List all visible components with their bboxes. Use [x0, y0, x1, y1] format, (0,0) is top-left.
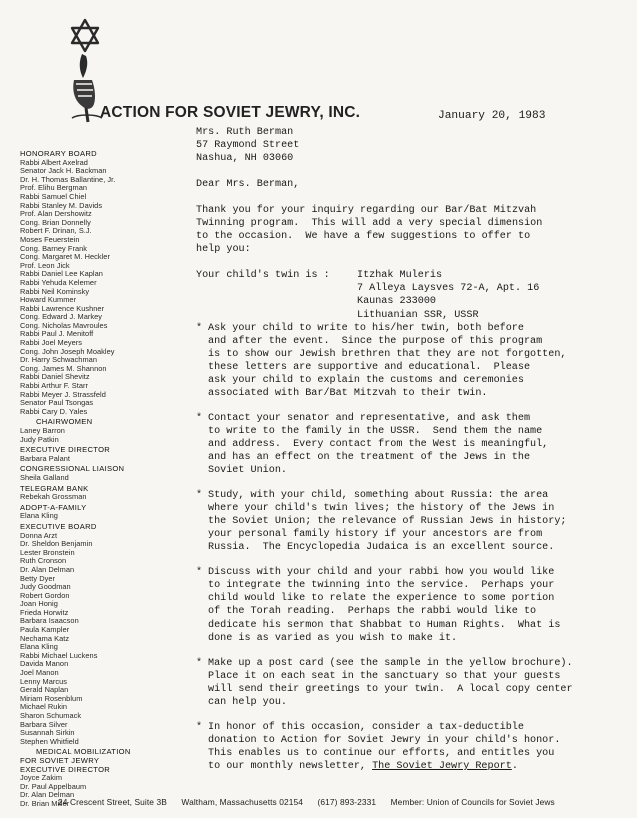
text-line: to the occasion. We have a few suggestions to offer to — [196, 231, 531, 243]
board-member-name: Gerald Naplan — [20, 685, 69, 695]
address-line: Kaunas 233000 — [357, 296, 436, 308]
text-line: associated with Bar/Bat Mitzvah to their twin. — [208, 387, 488, 399]
section-subtitle: FOR SOVIET JEWRY — [20, 755, 100, 765]
suggestion-text — [208, 322, 566, 400]
board-member-name: Prof. Elihu Bergman — [20, 183, 88, 193]
text-line: is to show our Jewish brethren that they are not forgotten, — [208, 348, 567, 360]
intro-paragraph — [196, 204, 611, 256]
board-member-name: Dr. Alan Delman — [20, 564, 75, 574]
board-member-name: Michael Rukin — [20, 702, 68, 712]
board-member-name: Dr. Alan Delman — [20, 790, 75, 800]
text-line: child would like to relate the experience to some portion — [208, 593, 555, 605]
board-member-name: Robert Gordon — [20, 590, 70, 600]
board-member-name: Rebekah Grossman — [20, 492, 87, 502]
footer-phone: (617) 893-2331 — [317, 797, 377, 807]
text-line: these letters are supportive and educational. Please — [208, 361, 531, 373]
section-title: CONGRESSIONAL LIAISON — [20, 464, 125, 474]
text-line: to write to the family in the USSR. Send them the name — [208, 425, 543, 437]
board-member-name: Dr. Paul Appelbaum — [20, 781, 87, 791]
board-member-name: Sheila Galland — [20, 472, 69, 482]
text-line: Make up a post card (see the sample in the yellow brochure). — [208, 657, 573, 669]
board-member-name: Rabbi Joel Meyers — [20, 338, 83, 348]
board-member-name: Paula Kampler — [20, 625, 70, 635]
board-member-name: Betty Dyer — [20, 573, 55, 583]
board-member-name: Judy Goodman — [20, 582, 71, 592]
board-member-name: Dr. Brian Miller — [20, 798, 70, 808]
twin-label: Your child's twin is : — [196, 270, 330, 282]
section-title: TELEGRAM BANK — [20, 483, 89, 493]
board-member-name: Elana Kling — [20, 642, 58, 652]
suggestion-item — [196, 721, 611, 773]
board-member-name: Prof. Alan Dershowitz — [20, 209, 92, 219]
board-member-name: Dr. Harry Schwachman — [20, 355, 97, 365]
board-member-name: Rabbi Lawrence Kushner — [20, 303, 105, 313]
telegram-bank-section — [20, 485, 190, 502]
text-line: your personal family history if your ancestors are from — [208, 529, 543, 541]
bullet-icon: * — [196, 657, 203, 669]
text-line: where your child's twin lives; the history of the Jews in — [208, 503, 555, 515]
text-line: dedicate his sermon that Shabbat to Human Rights. What is — [208, 619, 561, 631]
suggestion-item — [196, 489, 611, 554]
board-member-name: Nechama Katz — [20, 633, 70, 643]
text-line: Discuss with your child and your rabbi how you would like — [208, 567, 555, 579]
suggestion-item — [196, 566, 611, 644]
board-member-name: Senator Paul Tsongas — [20, 398, 94, 408]
bullet-icon: * — [196, 412, 203, 424]
section-title: MEDICAL MOBILIZATION — [36, 747, 131, 757]
board-member-name: Cong. John Joseph Moakley — [20, 346, 115, 356]
board-member-name: Rabbi Daniel Shevitz — [20, 372, 90, 382]
text-line: done is as varied as you wish to make it. — [208, 632, 458, 644]
salutation: Dear Mrs. Berman, — [196, 179, 300, 191]
name-list — [20, 474, 190, 483]
address-line: 7 Alleya Laysves 72-A, Apt. 16 — [357, 283, 540, 295]
section-title: ADOPT-A-FAMILY — [20, 502, 87, 512]
footer-street: 24 Crescent Street, Suite 3B — [58, 797, 167, 807]
suggestion-item — [196, 657, 611, 709]
suggestion-text — [208, 721, 560, 773]
board-member-name: Cong. James M. Shannon — [20, 363, 107, 373]
board-member-name: Miriam Rosenblum — [20, 693, 83, 703]
footer-city: Waltham, Massachusetts 02154 — [181, 797, 304, 807]
text-line: donation to Action for Soviet Jewry in your child's honor. — [208, 734, 561, 746]
name-list — [20, 512, 190, 521]
congressional-liaison-section — [20, 465, 190, 482]
adopt-a-family-section — [20, 504, 190, 521]
board-member-name: Laney Barron — [20, 426, 65, 435]
board-member-name: Joan Honig — [20, 599, 58, 609]
name-list — [20, 159, 190, 417]
text-line: help you: — [196, 244, 251, 256]
suggestion-text — [208, 566, 560, 644]
address-line: Lithuanian SSR, USSR — [357, 309, 479, 321]
board-member-name: Susannah Sirkin — [20, 728, 75, 738]
board-member-name: Joyce Zakim — [20, 773, 63, 783]
bullet-icon: * — [196, 322, 203, 334]
board-member-name: Howard Kummer — [20, 295, 77, 305]
board-member-name: Barbara Palant — [20, 453, 71, 463]
board-member-name: Ruth Cronson — [20, 556, 67, 566]
board-member-name: Rabbi Stanley M. Davids — [20, 200, 103, 210]
board-member-name: Dr. H. Thomas Ballantine, Jr. — [20, 174, 116, 184]
board-member-name: Stephen Whitfield — [20, 736, 79, 746]
bullet-icon: * — [196, 721, 203, 733]
board-member-name: Robert F. Drinan, S.J. — [20, 226, 92, 236]
board-member-name: Prof. Leon Jick — [20, 260, 70, 270]
text-fragment: . — [511, 760, 518, 772]
text-line: Ask your child to write to his/her twin, both before — [208, 322, 524, 334]
suggestion-text — [208, 657, 573, 709]
board-member-name: Rabbi Samuel Chiel — [20, 191, 87, 201]
text-line: Place it on each seat in the sanctuary so that your guests — [208, 670, 561, 682]
text-line: Thank you for your inquiry regarding our Bar/Bat Mitzvah — [196, 205, 537, 217]
text-line: ask your child to explain the customs and ceremonies — [208, 374, 524, 386]
board-member-name: Cong. Barney Frank — [20, 243, 88, 253]
text-line: Twinning program. This will add a very special dimension — [196, 218, 543, 230]
text-line: to integrate the twinning into the service. Perhaps your — [208, 580, 555, 592]
text-line: and address. Every contact from the West is meaningful, — [208, 438, 549, 450]
text-line: can help you. — [208, 696, 287, 708]
text-fragment: to our monthly newsletter, — [208, 760, 373, 772]
board-member-name: Cong. Margaret M. Heckler — [20, 252, 110, 262]
suggestion-text — [208, 489, 566, 554]
footer — [58, 797, 555, 807]
board-member-name: Rabbi Cary D. Yales — [20, 406, 88, 416]
section-title: HONORARY BOARD — [20, 149, 97, 158]
board-member-name: Cong. Brian Donnelly — [20, 217, 91, 227]
board-member-name: Moses Feuerstein — [20, 234, 80, 244]
board-member-name: Rabbi Meyer J. Strassfeld — [20, 389, 106, 399]
section-role: EXECUTIVE DIRECTOR — [20, 764, 111, 774]
honorary-board-section — [20, 150, 190, 416]
suggestion-item — [196, 412, 611, 477]
twin-details — [196, 269, 611, 321]
board-member-name: Rabbi Yehuda Kelemer — [20, 277, 97, 287]
text-line: Contact your senator and representative, and ask them — [208, 412, 531, 424]
text-line: Soviet Union. — [208, 465, 287, 477]
board-member-name: Donna Arzt — [20, 530, 58, 540]
text-line: and after the event. Since the purpose of this program — [208, 335, 543, 347]
board-member-name: Judy Patkin — [20, 434, 59, 444]
board-member-name: Lester Bronstein — [20, 547, 75, 557]
text-line: will send their greetings to your twin. A local copy center — [208, 683, 573, 695]
bullet-icon: * — [196, 567, 203, 579]
address-line: Mrs. Ruth Berman — [196, 127, 294, 138]
text-line: of the Torah reading. Perhaps the rabbi would like to — [208, 606, 537, 618]
board-member-name: Elana Kling — [20, 511, 58, 521]
board-sidebar — [20, 150, 190, 811]
board-member-name: Rabbi Arthur F. Starr — [20, 381, 89, 391]
text-line — [208, 760, 560, 773]
section-title: CHAIRWOMEN — [36, 417, 93, 427]
board-member-name: Rabbi Michael Luckens — [20, 650, 98, 660]
text-line: and has an effect on the treatment of the Jews in the — [208, 451, 531, 463]
board-member-name: Senator Jack H. Backman — [20, 166, 107, 176]
executive-director-section — [20, 446, 190, 463]
board-member-name: Rabbi Daniel Lee Kaplan — [20, 269, 103, 279]
letter-date: January 20, 1983 — [438, 110, 546, 122]
name-list — [20, 427, 190, 444]
section-title: EXECUTIVE DIRECTOR — [20, 445, 111, 455]
text-line: Russia. The Encyclopedia Judaica is an excellent source. — [208, 542, 555, 554]
text-line: In honor of this occasion, consider a tax-deductible — [208, 721, 524, 733]
suggestion-item — [196, 322, 611, 400]
board-member-name: Joel Manon — [20, 668, 59, 678]
board-member-name: Cong. Edward J. Markey — [20, 312, 103, 322]
footer-member: Member: Union of Councils for Soviet Jews — [390, 797, 555, 807]
board-member-name: Frieda Horwitz — [20, 607, 69, 617]
suggestion-text — [208, 412, 548, 477]
board-member-name: Barbara Isaacson — [20, 616, 79, 626]
twin-address — [357, 269, 539, 321]
newsletter-title: The Soviet Jewry Report — [372, 760, 512, 772]
executive-board-section — [20, 523, 190, 746]
name-list — [20, 455, 190, 464]
address-line: Itzhak Muleris — [357, 270, 443, 282]
board-member-name: Rabbi Albert Axelrad — [20, 157, 88, 167]
board-member-name: Rabbi Neil Kominsky — [20, 286, 90, 296]
board-member-name: Davida Manon — [20, 659, 69, 669]
chairwomen-section — [20, 418, 190, 444]
name-list — [20, 532, 190, 747]
section-title: EXECUTIVE BOARD — [20, 521, 97, 531]
address-line: Nashua, NH 03060 — [196, 153, 294, 165]
suggestion-list — [196, 322, 611, 773]
board-member-name: Rabbi Paul J. Menitoff — [20, 329, 94, 339]
text-line: the Soviet Union; the relevance of Russian Jews in history; — [208, 516, 567, 528]
board-member-name: Dr. Sheldon Benjamin — [20, 539, 93, 549]
letter-body — [196, 126, 611, 773]
board-member-name: Sharon Schumack — [20, 711, 82, 720]
organization-name: ACTION FOR SOVIET JEWRY, INC. — [100, 104, 361, 121]
bullet-icon: * — [196, 490, 203, 502]
text-line: This enables us to continue our efforts, and entitles you — [208, 747, 555, 759]
address-line: 57 Raymond Street — [196, 140, 300, 152]
board-member-name: Lenny Marcus — [20, 676, 68, 686]
recipient-address — [196, 126, 611, 165]
board-member-name: Barbara Silver — [20, 719, 68, 729]
text-line: Study, with your child, something about Russia: the area — [208, 490, 549, 502]
name-list — [20, 493, 190, 502]
board-member-name: Cong. Nicholas Mavroules — [20, 320, 108, 330]
